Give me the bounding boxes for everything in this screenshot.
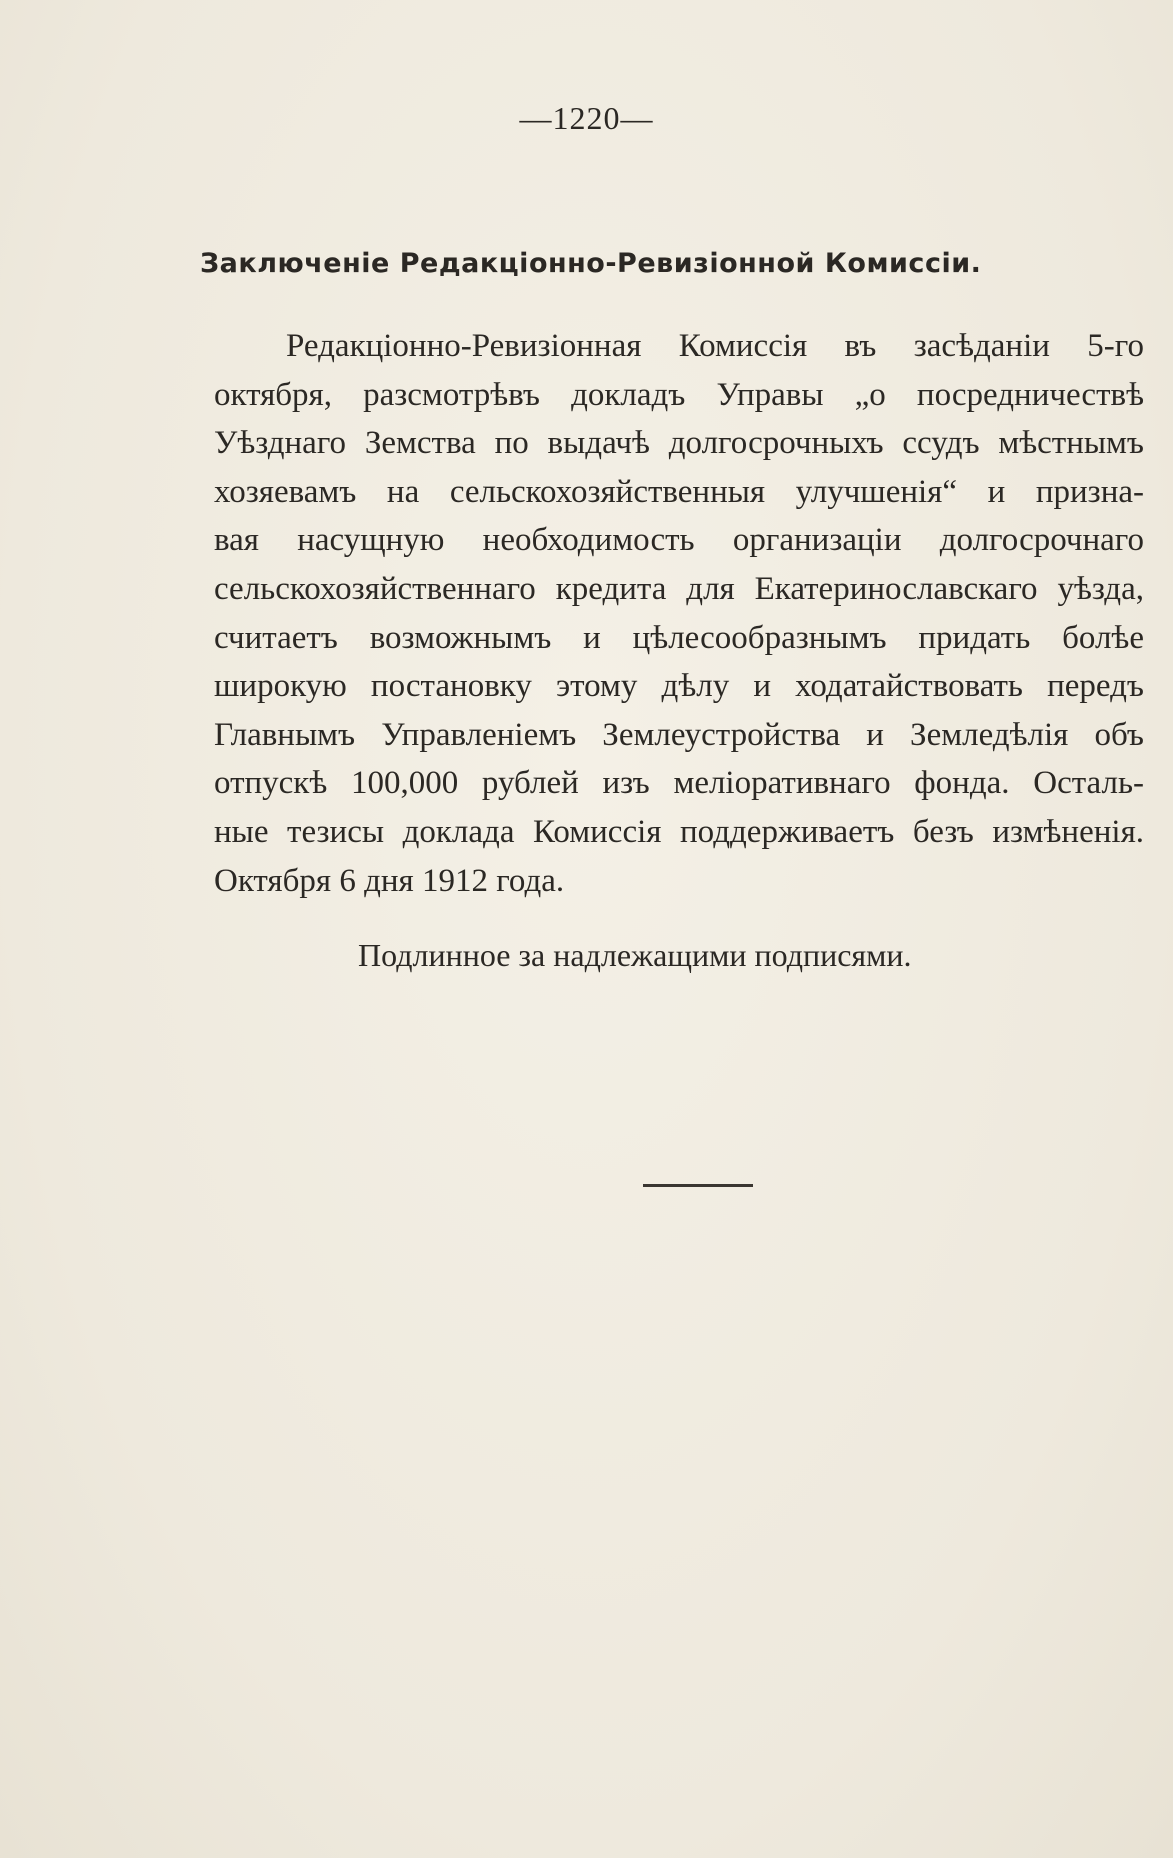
closing-rule <box>643 1184 753 1187</box>
paragraph-line: октября, разсмотрѣвъ докладъ Управы „о посредничествѣ <box>214 376 1144 413</box>
paragraph-line: Главнымъ Управленіемъ Землеустройства и Земледѣлія объ <box>214 716 1144 753</box>
paragraph-line: широкую постановку этому дѣлу и ходатайствовать передъ <box>214 668 1144 705</box>
paragraph-line: отпускѣ 100,000 рублей изъ меліоративнаго фонда. Осталь- <box>214 765 1144 802</box>
body-paragraph <box>214 322 1144 905</box>
paragraph-line: считаетъ возможнымъ и цѣлесообразнымъ придать болѣе <box>214 619 1144 656</box>
section-heading: Заключеніе Редакціонно-Ревизіонной Комиссіи. <box>200 248 982 279</box>
paragraph-line: хозяевамъ на сельскохозяйственныя улучшенія“ и призна- <box>214 473 1144 510</box>
paragraph-line: Редакціонно-Ревизіонная Комиссія въ засѣданіи 5-го <box>286 328 1144 364</box>
page-number: —1220— <box>519 100 654 136</box>
signature-note: Подлинное за надлежащими подписями. <box>358 937 912 973</box>
paragraph-line-date: Октября 6 дня 1912 года. <box>214 862 565 899</box>
paragraph-line: ные тезисы доклада Комиссія поддерживаетъ безъ измѣненія. <box>214 813 1144 850</box>
paragraph-line: вая насущную необходимость организаціи долгосрочнаго <box>214 522 1144 559</box>
paragraph-line: Уѣзднаго Земства по выдачѣ долгосрочныхъ ссудъ мѣстнымъ <box>214 425 1144 462</box>
paragraph-line: сельскохозяйственнаго кредита для Екатеринославскаго уѣзда, <box>214 570 1144 607</box>
